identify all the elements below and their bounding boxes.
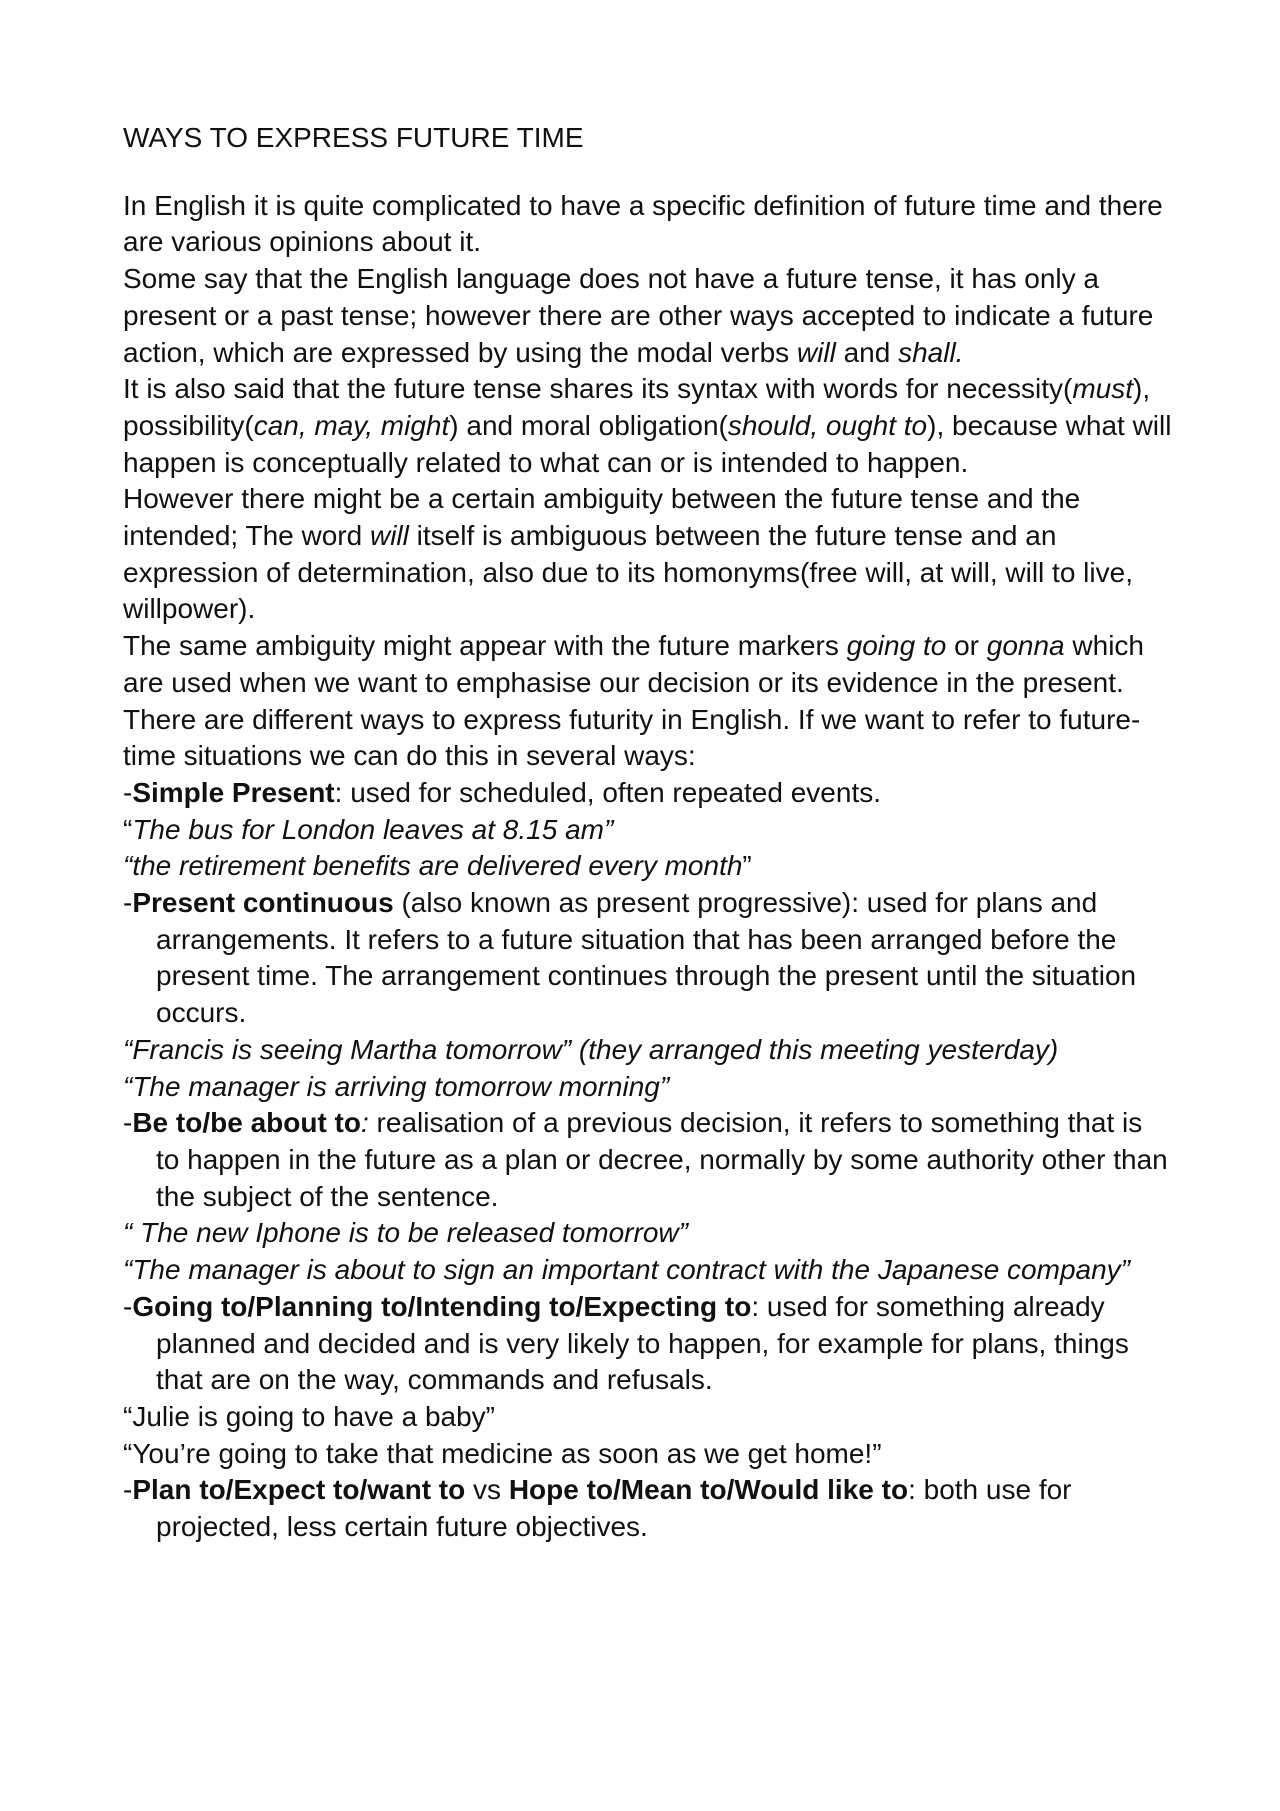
text-run: Some say that the English language does not have a future tense, it has only a present or a past tense; however there are other ways accepted to indicate a future action, which are expressed by using the modal verbs <box>123 263 1154 368</box>
term-be-to: Be to/be about to <box>132 1107 361 1139</box>
item-description: : used for scheduled, often repeated events. <box>334 776 882 808</box>
example-francis: “Francis is seeing Martha tomorrow” (they arranged this meeting yesterday) <box>123 1033 1059 1065</box>
example-bus <box>123 812 1173 849</box>
document-page <box>123 120 1173 1546</box>
close-quote: ” <box>742 850 752 882</box>
paragraph-definition: In English it is quite complicated to have a specific definition of future time and there are various opinions about it. <box>123 189 1163 258</box>
example-manager-contract: “The manager is about to sign an important contract with the Japanese company” <box>123 1254 1130 1286</box>
term-going-to: Going to/Planning to/Intending to/Expecting to <box>132 1290 752 1322</box>
item-simple-present <box>123 775 1173 812</box>
text-run: or <box>946 630 987 662</box>
item-going-to <box>123 1289 1173 1399</box>
example-julie: “Julie is going to have a baby” <box>123 1400 495 1432</box>
item-be-to <box>123 1105 1173 1215</box>
item-present-continuous <box>123 885 1173 1032</box>
italic-should-ought-to: should, ought to <box>727 409 928 441</box>
text-run: which are used when we want to emphasise our decision or its evidence in the present. <box>123 630 1145 698</box>
example-medicine: “You’re going to take that medicine as soon as we get home!” <box>123 1437 882 1469</box>
item-description: (also known as present progressive): used for plans and arrangements. It refers to a future situation that has been arranged before the present time. The arrangement continues through the present until the situation occurs. <box>156 887 1137 1029</box>
item-dash: - <box>123 887 133 919</box>
term-hope-to: Hope to/Mean to/Would like to <box>508 1474 909 1506</box>
text-run: However there might be a certain ambiguity between the future tense and the intended; The word <box>123 483 1081 552</box>
italic-gonna: gonna <box>986 630 1065 662</box>
item-plan-to <box>123 1472 1173 1545</box>
italic-will: will <box>369 520 409 552</box>
example-text: The bus for London leaves at 8.15 am” <box>132 813 614 845</box>
example-text: “the retirement benefits are delivered every month <box>123 850 743 882</box>
document-title: WAYS TO EXPRESS FUTURE TIME <box>123 122 584 153</box>
text-run: ), because what will happen is conceptually related to what can or is intended to happen. <box>123 409 1172 478</box>
example-retirement <box>123 848 1173 885</box>
paragraph-no-future-tense <box>123 261 1173 371</box>
item-dash: - <box>123 1107 133 1139</box>
paragraph-syntax <box>123 371 1173 481</box>
text-run: ), possibility( <box>123 373 1151 441</box>
item-dash: - <box>123 776 133 808</box>
example-iphone: “ The new Iphone is to be released tomorrow” <box>123 1217 688 1249</box>
term-colon: : <box>360 1107 369 1139</box>
text-run: The same ambiguity might appear with the future markers <box>123 630 847 662</box>
item-description: realisation of a previous decision, it refers to something that is to happen in the future as a plan or decree, normally by some authority other than the subject of the sentence. <box>156 1107 1168 1212</box>
paragraph-ambiguity <box>123 481 1173 628</box>
term-simple-present: Simple Present <box>132 776 335 808</box>
text-run: itself is ambiguous between the future tense and an expression of determination, also due to its homonyms(free will, at will, will to live, willpower). <box>123 520 1133 625</box>
text-run: and <box>835 336 899 368</box>
item-dash: - <box>123 1474 133 1506</box>
italic-going-to: going to <box>846 630 947 662</box>
italic-will: will <box>796 336 836 368</box>
example-manager-arriving: “The manager is arriving tomorrow morning” <box>123 1070 670 1102</box>
open-quote: “ <box>123 813 133 845</box>
text-run: ) and moral obligation( <box>449 409 728 441</box>
term-plan-to: Plan to/Expect to/want to <box>132 1474 466 1506</box>
paragraph-going-to-ambiguity <box>123 628 1173 701</box>
item-dash: - <box>123 1290 133 1322</box>
item-description: : both use for projected, less certain future objectives. <box>156 1474 1072 1543</box>
term-present-continuous: Present continuous <box>132 887 394 919</box>
text-run: It is also said that the future tense shares its syntax with words for necessity( <box>123 373 1073 405</box>
italic-shall: shall. <box>898 336 964 368</box>
versus-text: vs <box>465 1474 509 1506</box>
paragraph-ways-intro: There are different ways to express futurity in English. If we want to refer to future-time situations we can do this in several ways: <box>123 703 1141 772</box>
italic-can-may-might: can, may, might <box>253 409 450 441</box>
item-description: : used for something already planned and decided and is very likely to happen, for example for plans, things that are on the way, commands and refusals. <box>156 1290 1129 1396</box>
italic-must: must <box>1072 373 1133 405</box>
